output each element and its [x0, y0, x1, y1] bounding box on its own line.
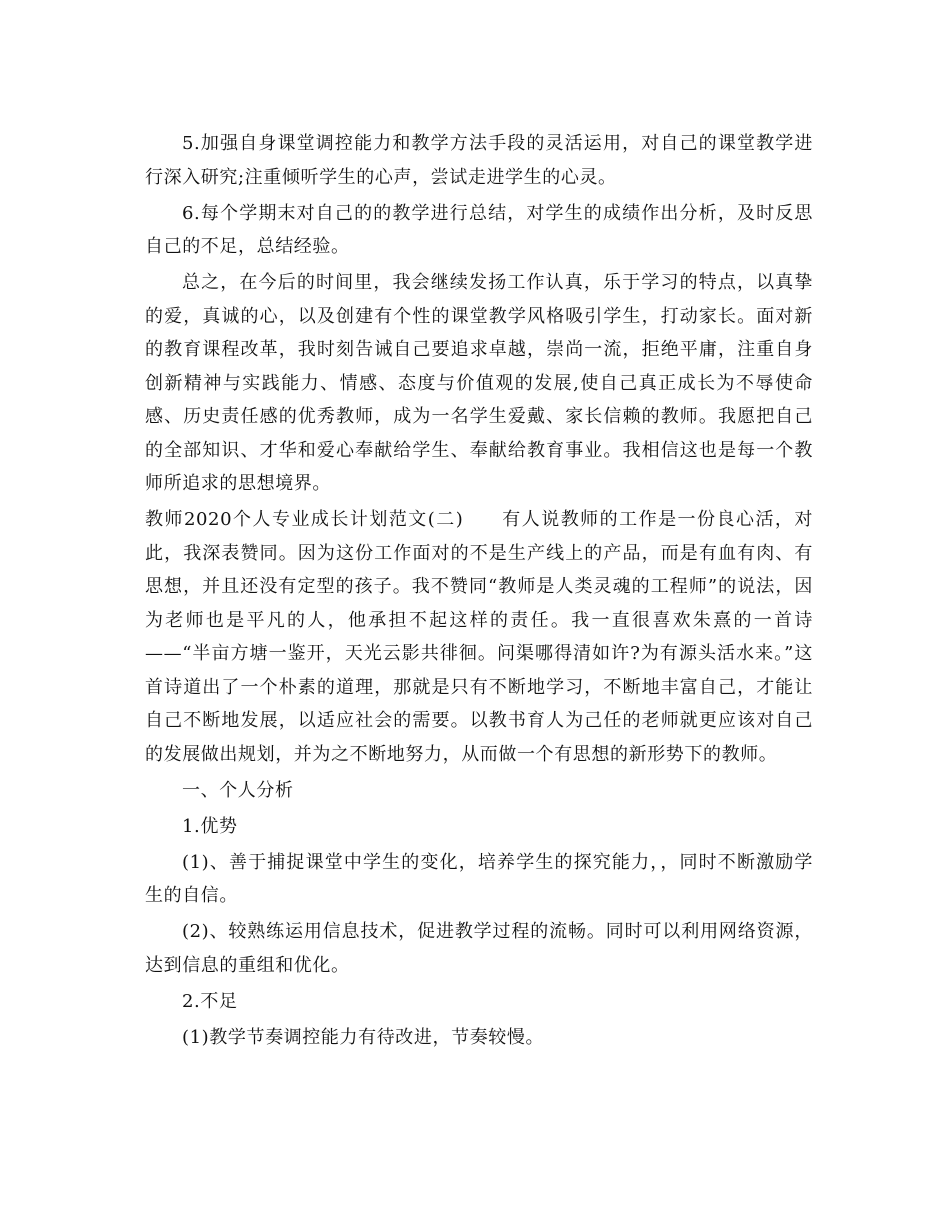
outline-strengths: 1.优势	[182, 815, 238, 837]
outline-heading-personal-analysis: 一、个人分析	[182, 779, 294, 801]
outline-strength-1: (1)、善于捕捉课堂中学生的变化，培养学生的探究能力，，同时不断激励学生的自信。	[145, 851, 813, 906]
outline-weaknesses: 2.不足	[182, 990, 238, 1012]
paragraph-summary: 总之，在今后的时间里，我会继续发扬工作认真，乐于学习的特点，以真挚的爱，真诚的心，以及创建有个性的课堂教学风格吸引学生，打动家长。面对新的教育课程改革，我时刻告诫自己要追求卓越，崇尚一流，拒绝平庸，注重自身创新精神与实践能力、情感、态度与价值观的发展,使自己真正成长为不辱使命感、历史责任感的优秀教师，成为一名学生爱戴、家长信赖的教师。我愿把自己的全部知识、才华和爱心奉献给学生、奉献给教育事业。我相信这也是每一个教师所追求的思想境界。	[145, 272, 813, 494]
section-intro: 有人说教师的工作是一份良心活，对此，我深表赞同。因为这份工作面对的不是生产线上的产品，而是有血有肉、有思想，并且还没有定型的孩子。我不赞同“教师是人类灵魂的工程师”的说法，因为老师也是平凡的人，他承担不起这样的责任。我一直很喜欢朱熹的一首诗——“半亩方塘一鉴开，天光云影共徘徊。问渠哪得清如许?为有源头活水来。”这首诗道出了一个朴素的道理，那就是只有不断地学习，不断地丰富自己，才能让自己不断地发展，以适应社会的需要。以教书育人为己任的老师就更应该对自己的发展做出规划，并为之不断地努力，从而做一个有思想的新形势下的教师。	[145, 509, 813, 765]
section-title: 教师2020个人专业成长计划范文(二)	[145, 509, 464, 530]
outline-strength-2: (2)、较熟练运用信息技术，促进教学过程的流畅。同时可以利用网络资源，达到信息的重组和优化。	[145, 921, 813, 976]
paragraph-item-6: 6.每个学期末对自己的的教学进行总结，对学生的成绩作出分析，及时反思自己的不足，总结经验。	[145, 202, 813, 257]
paragraph-item-5: 5.加强自身课堂调控能力和教学方法手段的灵活运用，对自己的课堂教学进行深入研究;注重倾听学生的心声，尝试走进学生的心灵。	[145, 133, 813, 188]
section-paragraph	[145, 503, 813, 771]
outline-weakness-1: (1)教学节奏调控能力有待改进，节奏较慢。	[182, 1026, 545, 1048]
document-body	[145, 127, 813, 1057]
